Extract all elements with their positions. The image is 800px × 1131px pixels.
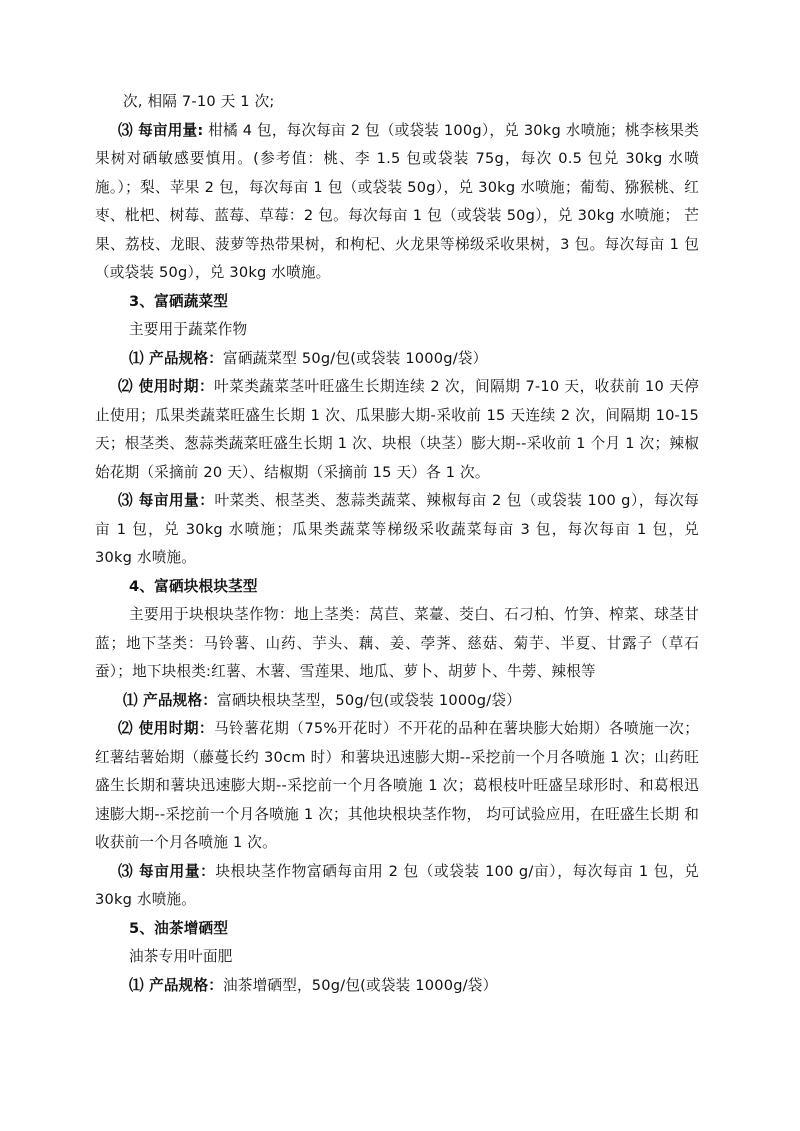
bold-text: ⑶ 每亩用量： [118, 862, 216, 880]
bold-text: ⑵ 使用时期： [118, 720, 214, 737]
paragraph [95, 345, 699, 374]
text-run: 叶菜类蔬菜茎叶旺盛生长期连续 2 次，间隔期 7-10 天，收获前 10 天停止使用；瓜果类蔬菜旺盛生长期 1 次、瓜果膨大期-采收前 15 天连续 2 次，间隔期 10-15 天；根茎类、葱蒜类蔬菜旺盛生长期 1 次、块根（块茎）膨大期--采收前 1 个月 1 次；辣椒始花期（采摘前 20 天）、结椒期（采摘前 15 天）各 1 次。 [95, 378, 699, 481]
text-run: 柑橘 4 包，每次每亩 2 包（或袋装 100g），兑 30kg 水喷施；桃李核果类果树对硒敏感要慎用。(参考值：桃、李 1.5 包或袋装 75g，每次 0.5 包兑 30kg 水喷施。）；梨、苹果 2 包，每次每亩 1 包（或袋装 50g），兑 30kg 水喷施；葡萄、猕猴桃、红枣、枇杷、树莓、蓝莓、草莓：2 包。每次每亩 1 包（或袋装 50g），兑 30kg 水喷施； 芒果、荔枝、龙眼、菠萝等热带果树，和枸杞、火龙果等梯级采收果树，3 包。每次每亩 1 包（或袋装 50g），兑 30kg 水喷施。 [95, 121, 700, 281]
paragraph [95, 972, 699, 1001]
paragraph [95, 601, 699, 687]
text-run: 富硒蔬菜型 50g/包(或袋装 1000g/袋） [223, 349, 488, 367]
paragraph [95, 316, 699, 345]
text-run: 叶菜类、根茎类、葱蒜类蔬菜、辣椒每亩 2 包（或袋装 100 g），每次每亩 1 包，兑 30kg 水喷施；瓜果类蔬菜等梯级采收蔬菜每亩 3 包，每次每亩 1 包，兑 30kg 水喷施。 [95, 492, 700, 566]
bold-text: ⑶ [118, 121, 139, 139]
bold-text: 4、富硒块根块茎型 [129, 577, 258, 595]
paragraph [95, 943, 699, 972]
paragraph [95, 687, 699, 716]
text-run: 主要用于蔬菜作物 [129, 321, 248, 338]
text-run: 油茶增硒型，50g/包(或袋装 1000g/袋） [223, 976, 498, 994]
text-run: 油茶专用叶面肥 [129, 948, 233, 965]
section-heading [95, 573, 699, 602]
bold-text: 5、油茶增硒型 [129, 919, 229, 937]
bold-text: 每亩用量: [138, 121, 204, 139]
bold-text: ⑵ 使用时期： [118, 378, 215, 395]
document-body [95, 88, 699, 1000]
paragraph [95, 487, 699, 573]
paragraph [95, 117, 699, 288]
paragraph [95, 858, 699, 915]
text-run: 富硒块根块茎型，50g/包(或袋装 1000g/袋） [217, 691, 521, 709]
section-heading [95, 288, 699, 317]
bold-text: ⑶ 每亩用量： [118, 492, 215, 509]
text-run: 块根块茎作物富硒每亩用 2 包（或袋装 100 g/亩），每次每亩 1 包，兑 30kg 水喷施。 [95, 862, 700, 908]
bold-text: ⑴ 产品规格： [129, 976, 224, 994]
text-run: 主要用于块根块茎作物：地上茎类：莴苣、菜薹、茭白、石刁柏、竹笋、榨菜、球茎甘蓝；地下茎类：马铃薯、山药、芋头、藕、姜、荸荠、慈菇、菊芋、半夏、甘露子（草石蚕）；地下块根类:红薯、木薯、雪莲果、地瓜、萝卜、胡萝卜、牛蒡、辣根等 [95, 606, 699, 680]
bold-text: ⑴ 产品规格： [123, 691, 218, 709]
section-heading [95, 915, 699, 944]
text-run: 马铃薯花期（75%开花时）不开花的品种在薯块膨大始期）各喷施一次；红薯结薯始期（藤蔓长约 30cm 时）和薯块迅速膨大期--采挖前一个月各喷施 1 次；山药旺盛生长期和薯块迅速膨大期--采挖前一个月各喷施 1 次；葛根枝叶旺盛呈球形时、和葛根迅速膨大期--采挖前一个月各喷施 1 次；其他块根块茎作物， 均可试验应用，在旺盛生长期 和收获前一个月各喷施 1 次。 [95, 720, 700, 851]
bold-text: ⑴ 产品规格： [129, 349, 224, 367]
bold-text: 3、富硒蔬菜型 [129, 292, 229, 310]
text-run: 次, 相隔 7-10 天 1 次; [123, 93, 275, 110]
paragraph [95, 88, 699, 117]
paragraph [95, 715, 699, 858]
paragraph [95, 373, 699, 487]
